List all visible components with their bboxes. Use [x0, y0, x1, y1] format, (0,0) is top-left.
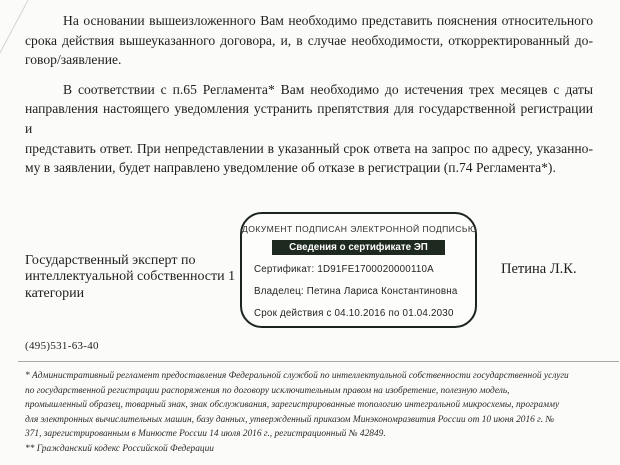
- stamp-certificate-banner: Сведения о сертификате ЭП: [272, 240, 445, 255]
- text-line: му в заявлении, будет направлено уведомление об отказе в регистрации (п.74 Регламента*).: [25, 160, 556, 176]
- signatory-position-line: категории: [25, 285, 85, 301]
- footnote-regulation-line: промышленный образец, товарный знак, знак обслуживания, зарегистрированные топологию интегральной микросхемы, программу: [25, 400, 560, 411]
- text-line: На основании вышеизложенного Вам необходимо представить пояснения относительного: [63, 13, 593, 28]
- stamp-certificate-number: Сертификат: 1D91FE1700020000110A: [254, 264, 434, 275]
- signatory-name: Петина Л.К.: [501, 261, 577, 277]
- paragraph-explanations-request: [25, 11, 593, 70]
- text-line: направления настоящего уведомления устранить препятствия для государственной регистрации и: [25, 101, 593, 136]
- footnote-regulation-line: для электронных вычислительных машин, базу данных, утвержденный приказом Минэкономразвития России от 10 июня 2016 г. №: [25, 414, 555, 425]
- footnote-regulation-line: по государственной регистрации распоряжения по договору исключительным правом на изобретение, полезную модель,: [25, 385, 510, 396]
- signatory-position-line: Государственный эксперт по: [25, 253, 196, 268]
- text-line: говор/заявление.: [25, 52, 122, 68]
- signatory-position-line: интеллектуальной собственности 1: [25, 269, 236, 285]
- stamp-owner-name: Владелец: Петина Лариса Константиновна: [254, 286, 458, 297]
- footnotes-block: [25, 369, 615, 457]
- footnote-regulation-line: 371, зарегистрированным в Минюсте России 14 июля 2016 г., регистрационный № 42849.: [25, 429, 386, 440]
- contact-phone-number: (495)531-63-40: [25, 340, 99, 352]
- stamp-title: ДОКУМЕНТ ПОДПИСАН ЭЛЕКТРОННОЙ ПОДПИСЬЮ: [242, 224, 477, 234]
- stamp-validity-period: Срок действия с 04.10.2016 по 01.04.2030: [254, 308, 454, 319]
- paragraph-regulation-deadline: [25, 80, 593, 178]
- text-line: срока действия вышеуказанного договора, и, в случае необходимости, откорректированный до-: [25, 32, 593, 48]
- text-line: В соответствии с п.65 Регламента* Вам необходимо до истечения трех месяцев с даты: [63, 81, 593, 97]
- footnote-civil-code: ** Гражданский кодекс Российской Федерации: [25, 443, 214, 454]
- signatory-position: [25, 253, 257, 302]
- footnote-regulation-line: * Административный регламент предоставления Федеральной службой по интеллектуальной собственности государственной услуги: [25, 371, 569, 381]
- document-body-text: [25, 11, 593, 178]
- text-line: представить ответ. При непредставлении в указанный срок ответа на запрос по адресу, указанно-: [25, 140, 593, 156]
- footnote-separator-line: [18, 361, 619, 362]
- electronic-signature-stamp: [240, 212, 477, 328]
